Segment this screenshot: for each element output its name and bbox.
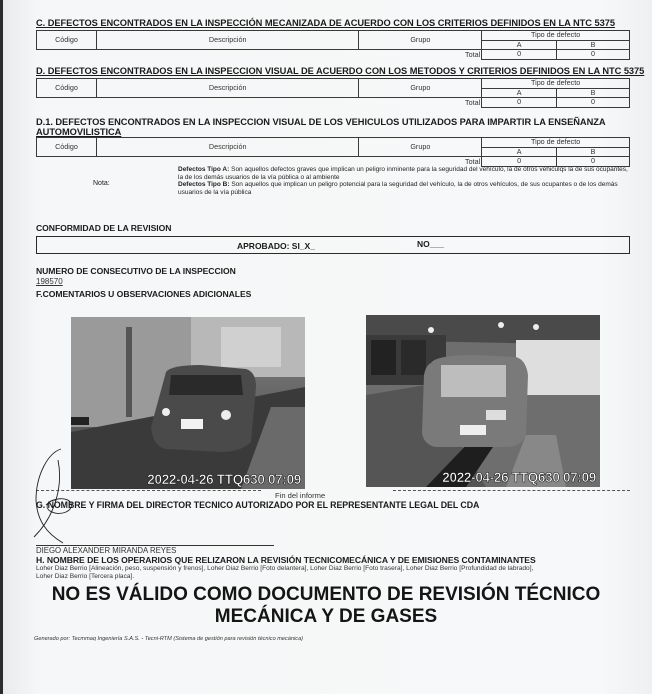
total-label: Total <box>465 156 481 166</box>
section-c-title: C. DEFECTOS ENCONTRADOS EN LA INSPECCIÓN MECANIZADA DE ACUERDO CON LOS CRITERIOS DEFINIDOS EN LA NTC 5375 <box>36 18 615 28</box>
section-d-title: D. DEFECTOS ENCONTRADOS EN LA INSPECCION VISUAL DE ACUERDO CON LOS METODOS Y CRITERIOS DEFINIDOS EN LA NTC 5375 <box>36 66 645 76</box>
col-tipo-defecto: Tipo de defecto <box>482 79 630 89</box>
generado-por: Generado por: Tecmmaq Ingeniería S.A.S. - Tecni-RTM (Sistema de gestión para revisión técnico mecánica) <box>34 636 304 642</box>
director-name: DIEGO ALEXANDER MIRANDA REYES <box>36 546 177 555</box>
section-h-title: H. NOMBRE DE LOS OPERARIOS QUE RELIZARON LA REVISIÓN TECNICOMECÁNICA Y DE EMISIONES CONTAMINANTES <box>36 555 536 565</box>
aprobado-no: NO___ <box>417 239 444 249</box>
total-label: Total <box>465 97 481 107</box>
front-car-image <box>71 317 305 489</box>
col-codigo: Código <box>37 138 97 157</box>
warning-line-2: MECÁNICA Y DE GASES <box>214 606 438 627</box>
section-g-title: G. NOMBRE Y FIRMA DEL DIRECTOR TECNICO AUTORIZADO POR EL REPRESENTANTE LEGAL DEL CDA <box>36 500 480 510</box>
nota-label: Nota: <box>93 180 110 187</box>
tipo-a-text: Son aquellos defectos graves que implican un peligro inminente para la seguridad del vehículo, la de otros vehiculqs la de sus ocupantes, la de los demás usuarios de la vía pública o al ambiente <box>178 166 628 181</box>
col-a: A <box>482 88 557 98</box>
vehicle-photo-rear <box>366 315 600 487</box>
photo-timestamp: 2022-04-26 TTQ630 07:09 <box>147 472 301 487</box>
col-b: B <box>557 147 630 157</box>
col-descripcion: Descripción <box>96 31 359 50</box>
signature-mark <box>28 445 88 545</box>
tipo-b-label: Defectos Tipo B: <box>178 181 230 189</box>
operarios-line-1: Loher Diaz Berrio [Alineación, peso, suspensión y frenos], Loher Diaz Berrio [Foto delantera], Loher Diaz Berrio [Foto trasera], Loher Diaz Berrio [Profundidad de labrado], <box>36 565 534 572</box>
section-c-table <box>36 30 630 60</box>
warning-line-1: NO ES VÁLIDO COMO DOCUMENTO DE REVISIÓN TÉCNICO <box>51 584 601 605</box>
operarios-line-2: Loher Diaz Berrio [Tercera placa]. <box>36 573 135 580</box>
aprobado-si: APROBADO: SI_X_ <box>237 241 315 251</box>
section-d-table <box>36 78 630 108</box>
fin-informe: Fin del informe <box>275 491 326 500</box>
total-b: 0 <box>557 50 630 60</box>
conformidad-title: CONFORMIDAD DE LA REVISION <box>36 223 172 233</box>
total-label: Total <box>465 49 481 59</box>
col-b: B <box>557 40 630 50</box>
comentarios-title: F.COMENTARIOS U OBSERVACIONES ADICIONALES <box>36 289 252 299</box>
col-codigo: Código <box>37 31 97 50</box>
col-tipo-defecto: Tipo de defecto <box>482 138 630 148</box>
conformidad-box <box>36 236 630 254</box>
rear-car-image <box>366 315 600 487</box>
nota-text <box>178 166 628 196</box>
total-a: 0 <box>482 50 557 60</box>
col-b: B <box>557 88 630 98</box>
col-descripcion: Descripción <box>96 138 359 157</box>
col-tipo-defecto: Tipo de defecto <box>482 31 630 41</box>
col-grupo: Grupo <box>359 138 482 157</box>
col-grupo: Grupo <box>359 31 482 50</box>
vehicle-photo-front <box>71 317 305 489</box>
section-d1-table <box>36 137 630 167</box>
section-d1-title: D.1. DEFECTOS ENCONTRADOS EN LA INSPECCION VISUAL DE LOS VEHICULOS UTILIZADOS PARA IMPARTIR LA ENSEÑANZA <box>36 117 606 127</box>
total-b: 0 <box>557 157 630 167</box>
col-grupo: Grupo <box>359 79 482 98</box>
consecutivo-title: NUMERO DE CONSECUTIVO DE LA INSPECCION <box>36 266 236 276</box>
tipo-b-text: Son aquellos que implican un peligro potencial para la seguridad del vehículo, la de otros vehículos, de sus ocupantes o de los demás usuarios de la vía pública <box>178 181 618 196</box>
dashed-separator-right <box>393 490 630 491</box>
col-codigo: Código <box>37 79 97 98</box>
total-b: 0 <box>557 98 630 108</box>
tipo-a-label: Defectos Tipo A: <box>178 166 230 173</box>
total-a: 0 <box>482 98 557 108</box>
col-descripcion: Descripción <box>96 79 359 98</box>
total-a: 0 <box>482 157 557 167</box>
photo-timestamp: 2022-04-26 TTQ630 07:09 <box>442 470 596 485</box>
section-d1-title-line2: AUTOMOVILISTICA <box>36 127 122 137</box>
col-a: A <box>482 147 557 157</box>
col-a: A <box>482 40 557 50</box>
consecutivo-value: 198570 <box>36 277 63 286</box>
